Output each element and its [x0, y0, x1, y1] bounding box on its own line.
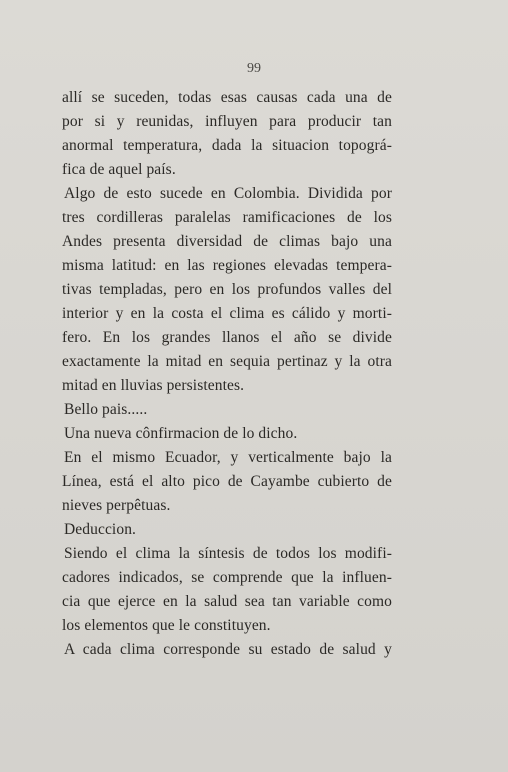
text-line: Siendo el clima la síntesis de todos los modifi-: [64, 545, 392, 562]
text-line: tres cordilleras paralelas ramificaciones de los: [62, 209, 392, 226]
text-line: Bello pais.....: [64, 401, 148, 418]
text-line: anormal temperatura, dada la situacion topográ-: [62, 137, 392, 154]
text-line: Algo de esto sucede en Colombia. Dividida por: [64, 185, 392, 202]
text-line: Deduccion.: [64, 521, 137, 538]
text-line: los elementos que le constituyen.: [62, 617, 271, 634]
text-line: fero. En los grandes llanos el año se divide: [62, 329, 392, 346]
page-number: 99: [247, 61, 261, 76]
text-line: Línea, está el alto pico de Cayambe cubierto de: [62, 473, 392, 490]
text-line: misma latitud: en las regiones elevadas tempera-: [62, 257, 392, 274]
text-line: tivas templadas, pero en los profundos valles del: [62, 281, 392, 298]
text-line: por si y reunidas, influyen para producir tan: [62, 113, 392, 130]
text-line: A cada clima corresponde su estado de salud y: [64, 641, 392, 658]
text-line: exactamente la mitad en sequia pertinaz y la otra: [62, 353, 392, 370]
text-line: Andes presenta diversidad de climas bajo una: [62, 233, 392, 250]
text-line: cadores indicados, se comprende que la influen-: [62, 569, 392, 586]
body-text: [62, 86, 392, 662]
text-line: interior y en la costa el clima es cálido y morti-: [62, 305, 392, 322]
text-line: Una nueva cônfirmacion de lo dicho.: [64, 425, 298, 442]
text-line: mitad en lluvias persistentes.: [62, 377, 245, 394]
text-line: En el mismo Ecuador, y verticalmente bajo la: [64, 449, 392, 466]
text-line: cia que ejerce en la salud sea tan variable como: [62, 593, 392, 610]
text-line: fica de aquel país.: [62, 161, 176, 178]
text-line: allí se suceden, todas esas causas cada una de: [62, 89, 392, 106]
text-line: nieves perpêtuas.: [62, 497, 171, 514]
